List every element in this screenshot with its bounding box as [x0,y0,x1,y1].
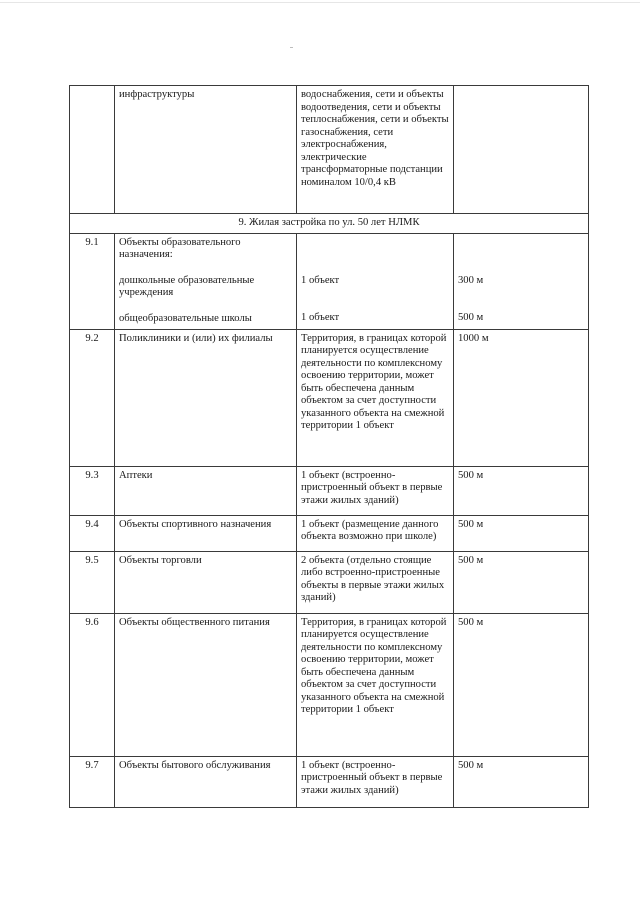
table-row-continuation [70,86,589,214]
row-name: Аптеки [119,469,153,481]
section-row [70,214,589,234]
table-row [70,329,589,466]
row-name: Поликлиники и (или) их филиалы [119,332,273,344]
count-cell [297,551,454,613]
section-title: 9. Жилая застройка по ул. 50 лет НЛМК [238,217,420,228]
row-count: 1 объект (встроенно-пристроенный объект в первые этажи жилых зданий) [301,469,443,506]
count-cell [297,466,454,515]
sub-item-name: дошкольные образовательные учреждения [119,274,255,298]
row-distance: 500 м [458,759,484,771]
row-count: Территория, в границах которой планируется осуществление деятельности по комплексному освоению территории, может быть обеспечена данным объектом за счет доступности указанного объекта на смежной территории 1 объект [301,616,447,715]
row-count: 2 объекта (отдельно стоящие либо встроенно-пристроенные объекты в первые этажи жилых зданий) [301,554,445,603]
table-row [70,515,589,551]
row-number: 9.2 [70,329,115,466]
row-distance: 500 м [458,469,484,481]
name-cell [115,551,297,613]
count-cell [297,756,454,807]
sub-item-count: 1 объект [301,312,340,323]
page-edge-line [0,2,640,3]
table-row [70,551,589,613]
row-count: 1 объект (размещение данного объекта возможно при школе) [301,518,439,542]
row-distance: 500 м [458,554,484,566]
row-number: 9.5 [70,551,115,613]
name-cell [115,233,297,329]
count-cell [297,329,454,466]
num-cell [70,86,115,214]
row-count: 1 объект (встроенно-пристроенный объект в первые этажи жилых зданий) [301,759,443,796]
row-name: Объекты торговли [119,554,202,566]
row-distance: 500 м [458,518,484,530]
table-row [70,756,589,807]
name-cell [115,466,297,515]
name-cell [115,756,297,807]
distance-cell [454,515,589,551]
row-name: Объекты спортивного назначения [119,518,272,530]
table-row [70,466,589,515]
table-row [70,613,589,756]
count-cell [297,515,454,551]
row-name: Объекты бытового обслуживания [119,759,271,771]
table-row [70,233,589,329]
sub-item-distance: 500 м [458,312,484,323]
description-cell [297,86,454,214]
scan-speck [290,47,293,48]
distance-cell [454,756,589,807]
row-distance: 1000 м [458,332,489,344]
distance-cell [454,329,589,466]
distance-cell [454,86,589,214]
sub-item-distance: 300 м [458,274,484,286]
row-number: 9.4 [70,515,115,551]
row-label: инфраструктуры [119,89,195,100]
row-number: 9.6 [70,613,115,756]
name-cell [115,329,297,466]
name-cell [115,515,297,551]
sub-item-name: общеобразовательные школы [119,312,252,324]
row-distance: 500 м [458,616,484,628]
name-cell [115,613,297,756]
row-count: Территория, в границах которой планируется осуществление деятельности по комплексному освоению территории, может быть обеспечена данным объектом за счет доступности указанного объекта на смежной территории 1 объект [301,332,447,431]
row-number: 9.3 [70,466,115,515]
row-number: 9.7 [70,756,115,807]
distance-cell [454,613,589,756]
count-cell [297,613,454,756]
row-name: Объекты общественного питания [119,616,270,628]
section-cell [70,214,589,234]
distance-cell [454,466,589,515]
row-name: Объекты образовательного назначения: [119,236,241,260]
row-number: 9.1 [70,233,115,329]
planning-table [69,85,589,808]
count-cell [297,233,454,329]
row-description: водоснабжения, сети и объекты водоотведения, сети и объекты теплоснабжения, сети и объекты газоснабжения, сети электроснабжения, электрические трансформаторные подстанции номиналом 10/0,4 кВ [301,89,449,188]
distance-cell [454,233,589,329]
sub-item-count: 1 объект [301,274,340,286]
distance-cell [454,551,589,613]
name-cell [115,86,297,214]
